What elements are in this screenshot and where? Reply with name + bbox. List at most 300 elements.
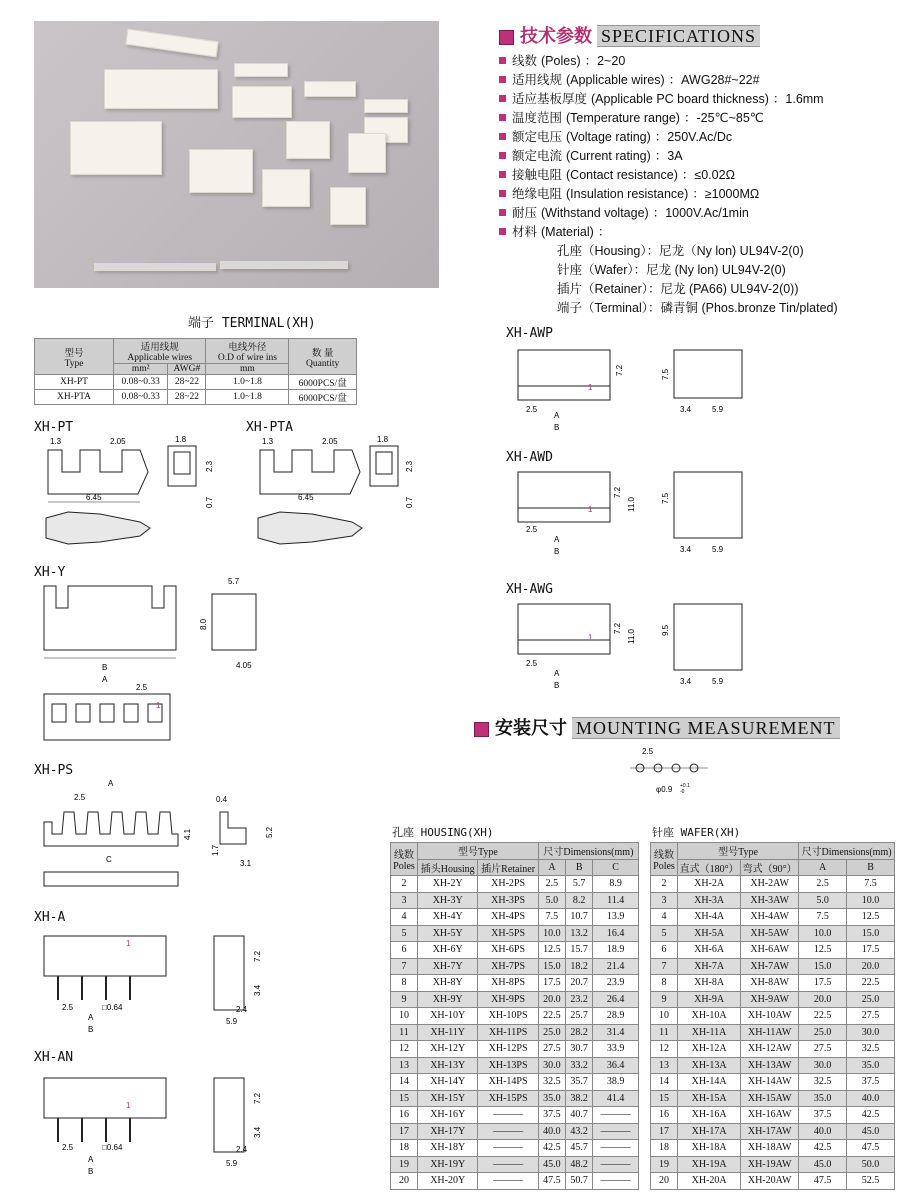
table-cell: XH-2Y [418, 876, 478, 893]
table-cell: 23.2 [566, 991, 593, 1008]
dim-awd-34: 3.4 [680, 545, 692, 554]
ht-h-poles: 线数 [394, 850, 414, 861]
table-cell: 5 [391, 925, 418, 942]
table-cell: 12 [391, 1041, 418, 1058]
table-row [651, 1008, 895, 1025]
spec-val: ：≤0.02Ω [681, 168, 735, 182]
table-cell: XH-6PS [478, 942, 538, 959]
bullet-square-icon [499, 114, 506, 121]
wafer-table [650, 842, 895, 1190]
dim-pta-18: 1.8 [377, 435, 389, 444]
dim-a-pin1: 1 [126, 939, 131, 948]
dim-pta-13: 1.3 [262, 437, 274, 446]
dim-awp-pin1: 1 [588, 383, 593, 392]
table-cell: 30.0 [847, 1024, 895, 1041]
table-cell: XH-12Y [418, 1041, 478, 1058]
table-cell: 47.5 [847, 1140, 895, 1157]
mounting-heading [474, 714, 840, 740]
spec-en: (Contact resistance) [566, 168, 678, 182]
table-cell: 42.5 [799, 1140, 847, 1157]
table-cell: 3 [391, 892, 418, 909]
ht-h-poles-en: Poles [393, 861, 415, 872]
table-cell: 7 [651, 958, 678, 975]
terminal-strip-left [94, 263, 216, 271]
table-cell: XH-6A [678, 942, 741, 959]
table-row [391, 1140, 639, 1157]
xh-an-drawing [40, 1072, 280, 1177]
table-cell: 5.7 [566, 876, 593, 893]
table-cell: 2.5 [799, 876, 847, 893]
table-cell: XH-8A [678, 975, 741, 992]
ht-h-dim: 尺寸Dimensions(mm) [538, 843, 638, 860]
table-cell: 28.9 [593, 1008, 639, 1025]
spec-val: ：3A [654, 149, 683, 163]
table-row [651, 991, 895, 1008]
dim-y-57: 5.7 [228, 577, 240, 586]
dim-a-a: A [88, 1013, 94, 1022]
table-cell: 17 [391, 1123, 418, 1140]
table-cell: XH-2PS [478, 876, 538, 893]
dim-y-pin1: 1 [156, 701, 161, 710]
spec-row [499, 147, 838, 166]
table-cell: XH-16Y [418, 1107, 478, 1124]
table-row [651, 1173, 895, 1190]
table-cell: XH-14AW [741, 1074, 799, 1091]
table-cell: 25.0 [847, 991, 895, 1008]
table-row [391, 1041, 639, 1058]
bullet-square-icon [499, 171, 506, 178]
spec-cn: 绝缘电阻 [512, 187, 563, 201]
dim-awg-110: 11.0 [627, 629, 636, 644]
table-cell: ——— [593, 1173, 639, 1190]
table-cell: 35.0 [799, 1090, 847, 1107]
dim-ps-c: C [106, 855, 112, 864]
table-row [391, 909, 639, 926]
xh-awp-drawing [508, 340, 768, 440]
table-cell: 10 [391, 1008, 418, 1025]
dim-pta-07: 0.7 [405, 496, 414, 508]
table-cell: 13.2 [566, 925, 593, 942]
table-cell: XH-13AW [741, 1057, 799, 1074]
wt-h-b: B [847, 859, 895, 876]
table-cell: XH-3PS [478, 892, 538, 909]
table-row [651, 1057, 895, 1074]
housing-table [390, 842, 639, 1190]
table-cell: 17.5 [847, 942, 895, 959]
table-cell: 18.2 [566, 958, 593, 975]
table-cell: 25.0 [799, 1024, 847, 1041]
xh-awg-drawing [508, 594, 768, 694]
material-row: 插片（Retainer）：尼龙 (PA66) UL94V-2(0)) [557, 282, 799, 296]
spec-cn: 线数 [512, 54, 538, 68]
term-sub-mm2: mm² [114, 364, 168, 375]
table-cell: 10 [651, 1008, 678, 1025]
mount-pitch: 2.5 [642, 747, 654, 756]
table-cell: XH-17AW [741, 1123, 799, 1140]
table-cell: XH-11Y [418, 1024, 478, 1041]
table-cell: 35.7 [566, 1074, 593, 1091]
table-cell: XH-4A [678, 909, 741, 926]
table-cell: 20.0 [847, 958, 895, 975]
table-cell: 7.5 [847, 876, 895, 893]
dim-awp-b: B [554, 423, 560, 432]
mounting-drawing [628, 746, 718, 796]
table-row [651, 1140, 895, 1157]
dim-a-064: □0.64 [102, 1003, 123, 1012]
table-row [391, 975, 639, 992]
table-cell: XH-5AW [741, 925, 799, 942]
table-cell: 45.7 [566, 1140, 593, 1157]
dim-an-pin1: 1 [126, 1101, 131, 1110]
spec-row [499, 52, 838, 71]
table-cell: XH-5PS [478, 925, 538, 942]
xh-awd-drawing [508, 462, 768, 562]
table-cell: XH-19AW [741, 1156, 799, 1173]
spec-cn: 耐压 [512, 206, 538, 220]
table-cell: 14 [651, 1074, 678, 1091]
wafer-part-large [70, 121, 162, 175]
specs-list [499, 52, 838, 318]
label-xh-pt: XH-PT [34, 420, 74, 435]
table-cell: 27.5 [847, 1008, 895, 1025]
table-cell: 36.4 [593, 1057, 639, 1074]
table-cell: 28.2 [566, 1024, 593, 1041]
dim-y-a: A [102, 675, 108, 684]
wt-h-straight: 直式（180°） [678, 859, 741, 876]
table-cell: 50.7 [566, 1173, 593, 1190]
dim-pt-23: 2.3 [205, 460, 214, 472]
table-cell: XH-7Y [418, 958, 478, 975]
spec-cn: 额定电流 [512, 149, 563, 163]
table-cell: 35.0 [538, 1090, 565, 1107]
table-cell: XH-15A [678, 1090, 741, 1107]
housing-table-title: 孔座 HOUSING(XH) [392, 826, 494, 839]
table-cell: XH-PT [35, 375, 114, 390]
dim-awp-a: A [554, 411, 560, 420]
table-cell: 10.0 [799, 925, 847, 942]
table-cell: XH-11PS [478, 1024, 538, 1041]
table-cell: 33.2 [566, 1057, 593, 1074]
table-row [391, 1090, 639, 1107]
table-cell: XH-5Y [418, 925, 478, 942]
dim-an-a: A [88, 1155, 94, 1164]
table-cell: ——— [593, 1123, 639, 1140]
dim-awg-b: B [554, 681, 560, 690]
table-cell: 11 [651, 1024, 678, 1041]
table-cell: 45.0 [538, 1156, 565, 1173]
table-cell: 28~22 [168, 390, 206, 405]
table-cell: 12 [651, 1041, 678, 1058]
spec-en: (Material) [541, 225, 594, 239]
table-cell: 12.5 [847, 909, 895, 926]
table-cell: XH-7AW [741, 958, 799, 975]
dim-y-405: 4.05 [236, 661, 252, 670]
dim-awg-72: 7.2 [613, 622, 622, 634]
spec-cn: 额定电压 [512, 130, 563, 144]
table-cell: 27.5 [799, 1041, 847, 1058]
spec-row [499, 128, 838, 147]
table-cell: XH-3A [678, 892, 741, 909]
term-h-type-en: Type [64, 358, 84, 369]
spec-val: ：250V.Ac/Dc [654, 130, 733, 144]
dim-awp-59: 5.9 [712, 405, 724, 414]
table-cell: 25.7 [566, 1008, 593, 1025]
table-cell: XH-13PS [478, 1057, 538, 1074]
label-xh-ps: XH-PS [34, 763, 74, 778]
xh-ps-drawing [40, 776, 280, 896]
table-row [651, 1024, 895, 1041]
spec-cn: 适用线规 [512, 73, 563, 87]
table-cell: 43.2 [566, 1123, 593, 1140]
table-cell: 42.5 [538, 1140, 565, 1157]
table-cell: 5.0 [538, 892, 565, 909]
table-cell: 22.5 [799, 1008, 847, 1025]
table-cell: ——— [593, 1156, 639, 1173]
dim-an-59: 5.9 [226, 1159, 238, 1168]
term-h-od: 电线外径 [228, 343, 267, 353]
table-cell: XH-PTA [35, 390, 114, 405]
term-sub-awg: AWG# [168, 364, 206, 375]
table-cell: XH-15PS [478, 1090, 538, 1107]
label-xh-y: XH-Y [34, 565, 66, 580]
table-cell: 0.08~0.33 [114, 390, 168, 405]
spec-en: (Poles) [541, 54, 581, 68]
table-row [391, 1156, 639, 1173]
table-row [35, 390, 357, 405]
table-cell: 12.5 [799, 942, 847, 959]
table-cell: 32.5 [538, 1074, 565, 1091]
dim-awg-95: 9.5 [661, 624, 670, 636]
table-cell: 5 [651, 925, 678, 942]
table-row [35, 375, 357, 390]
wt-h-poles-en: Poles [653, 861, 675, 872]
table-cell: 18 [391, 1140, 418, 1157]
label-xh-pta: XH-PTA [246, 420, 293, 435]
term-h-type: 型号 [64, 348, 84, 359]
table-row [391, 1024, 639, 1041]
table-cell: XH-18Y [418, 1140, 478, 1157]
table-row [391, 1074, 639, 1091]
spec-cn: 材料 [512, 225, 538, 239]
table-cell: 1.0~1.8 [206, 375, 289, 390]
table-cell: XH-19Y [418, 1156, 478, 1173]
table-cell: 19 [651, 1156, 678, 1173]
table-cell: XH-14A [678, 1074, 741, 1091]
table-cell: XH-16AW [741, 1107, 799, 1124]
bullet-square-icon [499, 133, 506, 140]
xh-y-drawing [40, 578, 280, 753]
table-cell: XH-4AW [741, 909, 799, 926]
table-cell: 17.5 [538, 975, 565, 992]
label-xh-awg: XH-AWG [506, 582, 553, 597]
bullet-square-icon [499, 190, 506, 197]
dim-a-72: 7.2 [253, 950, 262, 962]
table-cell: XH-13Y [418, 1057, 478, 1074]
dim-pt-13: 1.3 [50, 437, 62, 446]
spec-val: ：2~20 [584, 54, 626, 68]
table-cell: XH-17A [678, 1123, 741, 1140]
table-cell: XH-8AW [741, 975, 799, 992]
table-cell: 10.0 [847, 892, 895, 909]
table-cell: 16.4 [593, 925, 639, 942]
table-row [651, 958, 895, 975]
table-cell: 31.4 [593, 1024, 639, 1041]
table-cell: 25.0 [538, 1024, 565, 1041]
table-cell: 37.5 [847, 1074, 895, 1091]
table-cell: 13.9 [593, 909, 639, 926]
table-cell: 4 [651, 909, 678, 926]
table-row [391, 1008, 639, 1025]
table-cell: 6 [391, 942, 418, 959]
housing-part-large [104, 69, 218, 109]
table-cell: XH-11AW [741, 1024, 799, 1041]
bullet-square-icon [499, 95, 506, 102]
table-cell: 33.9 [593, 1041, 639, 1058]
dim-y-80: 8.0 [199, 618, 208, 630]
table-cell: ——— [478, 1140, 538, 1157]
ht-h-housing: 插头Housing [418, 859, 478, 876]
dim-a-34: 3.4 [253, 984, 262, 996]
dim-awg-25: 2.5 [526, 659, 538, 668]
spec-val: ：1.6mm [772, 92, 824, 106]
table-cell: XH-12A [678, 1041, 741, 1058]
table-row [651, 1074, 895, 1091]
table-cell: XH-9Y [418, 991, 478, 1008]
spec-en: (Insulation resistance) [566, 187, 689, 201]
table-row [651, 892, 895, 909]
table-row [651, 1090, 895, 1107]
term-h-wires: 适用线规 [140, 343, 179, 353]
specs-heading [499, 22, 760, 48]
material-row: 针座（Wafer）：尼龙 (Ny lon) UL94V-2(0) [557, 263, 786, 277]
table-cell: 6 [651, 942, 678, 959]
dim-awg-34: 3.4 [680, 677, 692, 686]
table-cell: 50.0 [847, 1156, 895, 1173]
table-cell: 16 [391, 1107, 418, 1124]
table-row [391, 1123, 639, 1140]
retainer-part-medium [234, 63, 288, 77]
wt-h-type: 型号Type [678, 843, 799, 860]
table-cell: XH-9PS [478, 991, 538, 1008]
bullet-square-icon [499, 209, 506, 216]
mount-hole: φ0.9 [656, 785, 673, 794]
dim-ps-17: 1.7 [211, 844, 220, 856]
table-cell: 15 [651, 1090, 678, 1107]
dim-awp-34: 3.4 [680, 405, 692, 414]
dim-y-25: 2.5 [136, 683, 148, 692]
table-cell: 42.5 [847, 1107, 895, 1124]
table-cell: 52.5 [847, 1173, 895, 1190]
table-row [651, 1041, 895, 1058]
wt-h-a: A [799, 859, 847, 876]
mount-tol-plus: +0.1 [680, 783, 690, 789]
wafer-part-tiny [348, 133, 386, 173]
dim-awd-75: 7.5 [661, 492, 670, 504]
table-cell: 47.5 [538, 1173, 565, 1190]
terminal-strip-right [220, 261, 348, 269]
table-cell: XH-18AW [741, 1140, 799, 1157]
mount-tol-minus: -0 [680, 789, 685, 795]
table-cell: 45.0 [847, 1123, 895, 1140]
ht-h-b: B [566, 859, 593, 876]
table-cell: 17.5 [799, 975, 847, 992]
table-cell: XH-3Y [418, 892, 478, 909]
table-row [651, 876, 895, 893]
wafer-table-title: 针座 WAFER(XH) [652, 826, 741, 839]
dim-awd-a: A [554, 535, 560, 544]
wafer-part-angle-small [330, 187, 366, 225]
table-row [651, 1156, 895, 1173]
retainer-part-large [125, 29, 218, 58]
table-cell: XH-2A [678, 876, 741, 893]
spec-row [499, 166, 838, 185]
table-cell: 20.0 [799, 991, 847, 1008]
table-cell: 13 [391, 1057, 418, 1074]
table-cell: 2 [651, 876, 678, 893]
table-cell: 1.0~1.8 [206, 390, 289, 405]
table-cell: XH-8PS [478, 975, 538, 992]
table-cell: 38.2 [566, 1090, 593, 1107]
spec-en: (Applicable wires) [566, 73, 665, 87]
table-cell: 20.0 [538, 991, 565, 1008]
table-cell: 20 [651, 1173, 678, 1190]
table-cell: 17 [651, 1123, 678, 1140]
wt-h-poles: 线数 [654, 850, 674, 861]
table-row [651, 925, 895, 942]
term-h-wires-en: Applicable wires [127, 353, 193, 363]
dim-pta-23: 2.3 [405, 460, 414, 472]
table-cell: 6000PCS/盘 [289, 390, 357, 405]
dim-pt-07: 0.7 [205, 496, 214, 508]
table-cell: XH-20Y [418, 1173, 478, 1190]
table-row [391, 958, 639, 975]
dim-awd-b: B [554, 547, 560, 556]
spec-val: ：1000V.Ac/1min [652, 206, 749, 220]
xh-pt-drawing [40, 432, 220, 552]
dim-y-b: B [102, 663, 108, 672]
table-cell: XH-19A [678, 1156, 741, 1173]
spec-cn: 接触电阻 [512, 168, 563, 182]
dim-awp-75: 7.5 [661, 368, 670, 380]
dim-pta-645: 6.45 [298, 493, 314, 502]
spec-val: ： [597, 225, 611, 239]
table-row [391, 925, 639, 942]
table-cell: 15.0 [538, 958, 565, 975]
table-cell: ——— [478, 1107, 538, 1124]
table-cell: XH-12AW [741, 1041, 799, 1058]
table-cell: 15.0 [847, 925, 895, 942]
table-cell: ——— [593, 1107, 639, 1124]
table-cell: 19 [391, 1156, 418, 1173]
table-cell: 10.0 [538, 925, 565, 942]
dim-an-72: 7.2 [253, 1092, 262, 1104]
table-cell: 20 [391, 1173, 418, 1190]
table-cell: 8.9 [593, 876, 639, 893]
wafer-part-angle [262, 169, 310, 207]
table-cell: 41.4 [593, 1090, 639, 1107]
table-cell: 40.7 [566, 1107, 593, 1124]
table-cell: 8.2 [566, 892, 593, 909]
table-row [651, 942, 895, 959]
table-cell: 8 [651, 975, 678, 992]
table-cell: 2 [391, 876, 418, 893]
table-cell: 38.9 [593, 1074, 639, 1091]
table-row [651, 909, 895, 926]
label-xh-awd: XH-AWD [506, 450, 553, 465]
bullet-square-icon [499, 57, 506, 64]
table-cell: ——— [478, 1123, 538, 1140]
spec-val: ：-25℃~85℃ [683, 111, 764, 125]
